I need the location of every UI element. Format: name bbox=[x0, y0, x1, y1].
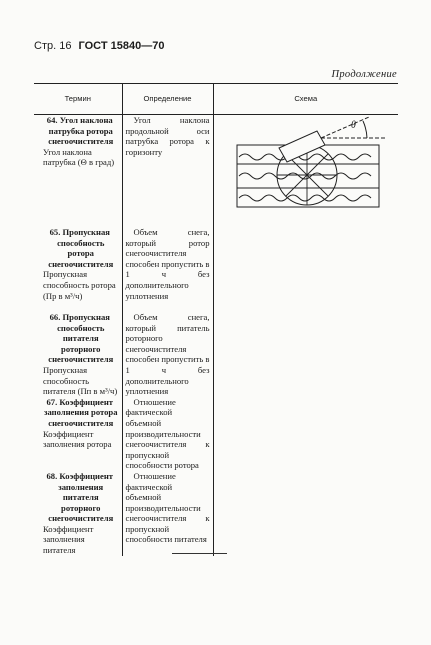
scheme-cell bbox=[213, 397, 398, 471]
column-header-term: Термин bbox=[34, 84, 122, 115]
definition-cell bbox=[122, 115, 213, 228]
page-number: Стр. 16 bbox=[34, 40, 72, 52]
scheme-cell bbox=[213, 227, 398, 312]
term-cell bbox=[34, 227, 122, 312]
terms-table bbox=[34, 83, 398, 556]
angle-arc bbox=[363, 121, 367, 138]
definition-cell bbox=[122, 471, 213, 556]
standard-number: ГОСТ 15840—70 bbox=[78, 40, 165, 52]
definition-text: Отношение фактической объемной производительности снегоочистителя к пропускной способности питателя bbox=[125, 470, 210, 545]
term-short: Пропускная способность питателя (Пп в м³/ч) bbox=[43, 364, 118, 397]
table-row bbox=[34, 227, 398, 312]
auger-wave bbox=[239, 173, 371, 179]
angle-label: θ bbox=[350, 120, 356, 131]
definition-text: Объем снега, который питатель роторного снегоочистителя способен пропустить в 1 ч без дополнительного уплотнения bbox=[125, 312, 210, 397]
scheme-cell bbox=[213, 312, 398, 397]
term-short: Коэффициент заполнения питателя bbox=[43, 523, 94, 556]
term-name: 64. Угол наклона патрубка ротора снегоочистителя bbox=[46, 115, 114, 147]
definition-cell bbox=[122, 227, 213, 312]
term-name: 65. Пропускная способность ротора снегоочистителя bbox=[48, 227, 114, 269]
table-row bbox=[34, 115, 398, 228]
column-header-definition: Определение bbox=[122, 84, 213, 115]
term-name: 67. Коэффициент заполнения ротора снегоочистителя bbox=[43, 396, 118, 428]
term-cell bbox=[34, 115, 122, 228]
term-cell bbox=[34, 397, 122, 471]
table-header-row bbox=[34, 84, 398, 115]
discharge-nozzle bbox=[279, 131, 325, 162]
table-row bbox=[34, 397, 398, 471]
table-row bbox=[34, 471, 398, 556]
footer-rule bbox=[172, 553, 227, 554]
table-row bbox=[34, 312, 398, 397]
auger-wave bbox=[239, 195, 371, 201]
term-cell bbox=[34, 312, 122, 397]
definition-text: Объем снега, который ротор снегоочистителя способен пропустить в 1 ч без дополнительного уплотнения bbox=[125, 227, 210, 301]
scheme-cell bbox=[213, 115, 398, 228]
definition-cell bbox=[122, 312, 213, 397]
term-name: 68. Коэффициент заполнения питателя роторного снегоочистителя bbox=[46, 470, 114, 524]
term-short: Коэффициент заполнения ротора bbox=[43, 428, 112, 450]
term-name: 66. Пропускная способность питателя роторного снегоочистителя bbox=[48, 312, 114, 365]
term-short: Пропускная способность ротора (Пр в м³/ч) bbox=[43, 269, 116, 301]
rotor-nozzle-scheme bbox=[217, 112, 387, 222]
nozzle-axis bbox=[321, 117, 369, 138]
term-cell bbox=[34, 471, 122, 556]
definition-text: Отношение фактической объемной производительности снегоочистителя к пропускной способности ротора bbox=[125, 396, 210, 471]
definition-text: Угол наклона продольной оси патрубка ротора к горизонту bbox=[125, 115, 210, 157]
definition-cell bbox=[122, 397, 213, 471]
column-header-scheme: Схема bbox=[213, 84, 398, 115]
page-header bbox=[34, 40, 164, 52]
term-short: Угол наклона патрубка (Θ в град) bbox=[43, 146, 115, 168]
auger-wave bbox=[239, 154, 371, 160]
scheme-cell bbox=[213, 471, 398, 556]
continuation-label: Продолжение bbox=[331, 69, 397, 80]
